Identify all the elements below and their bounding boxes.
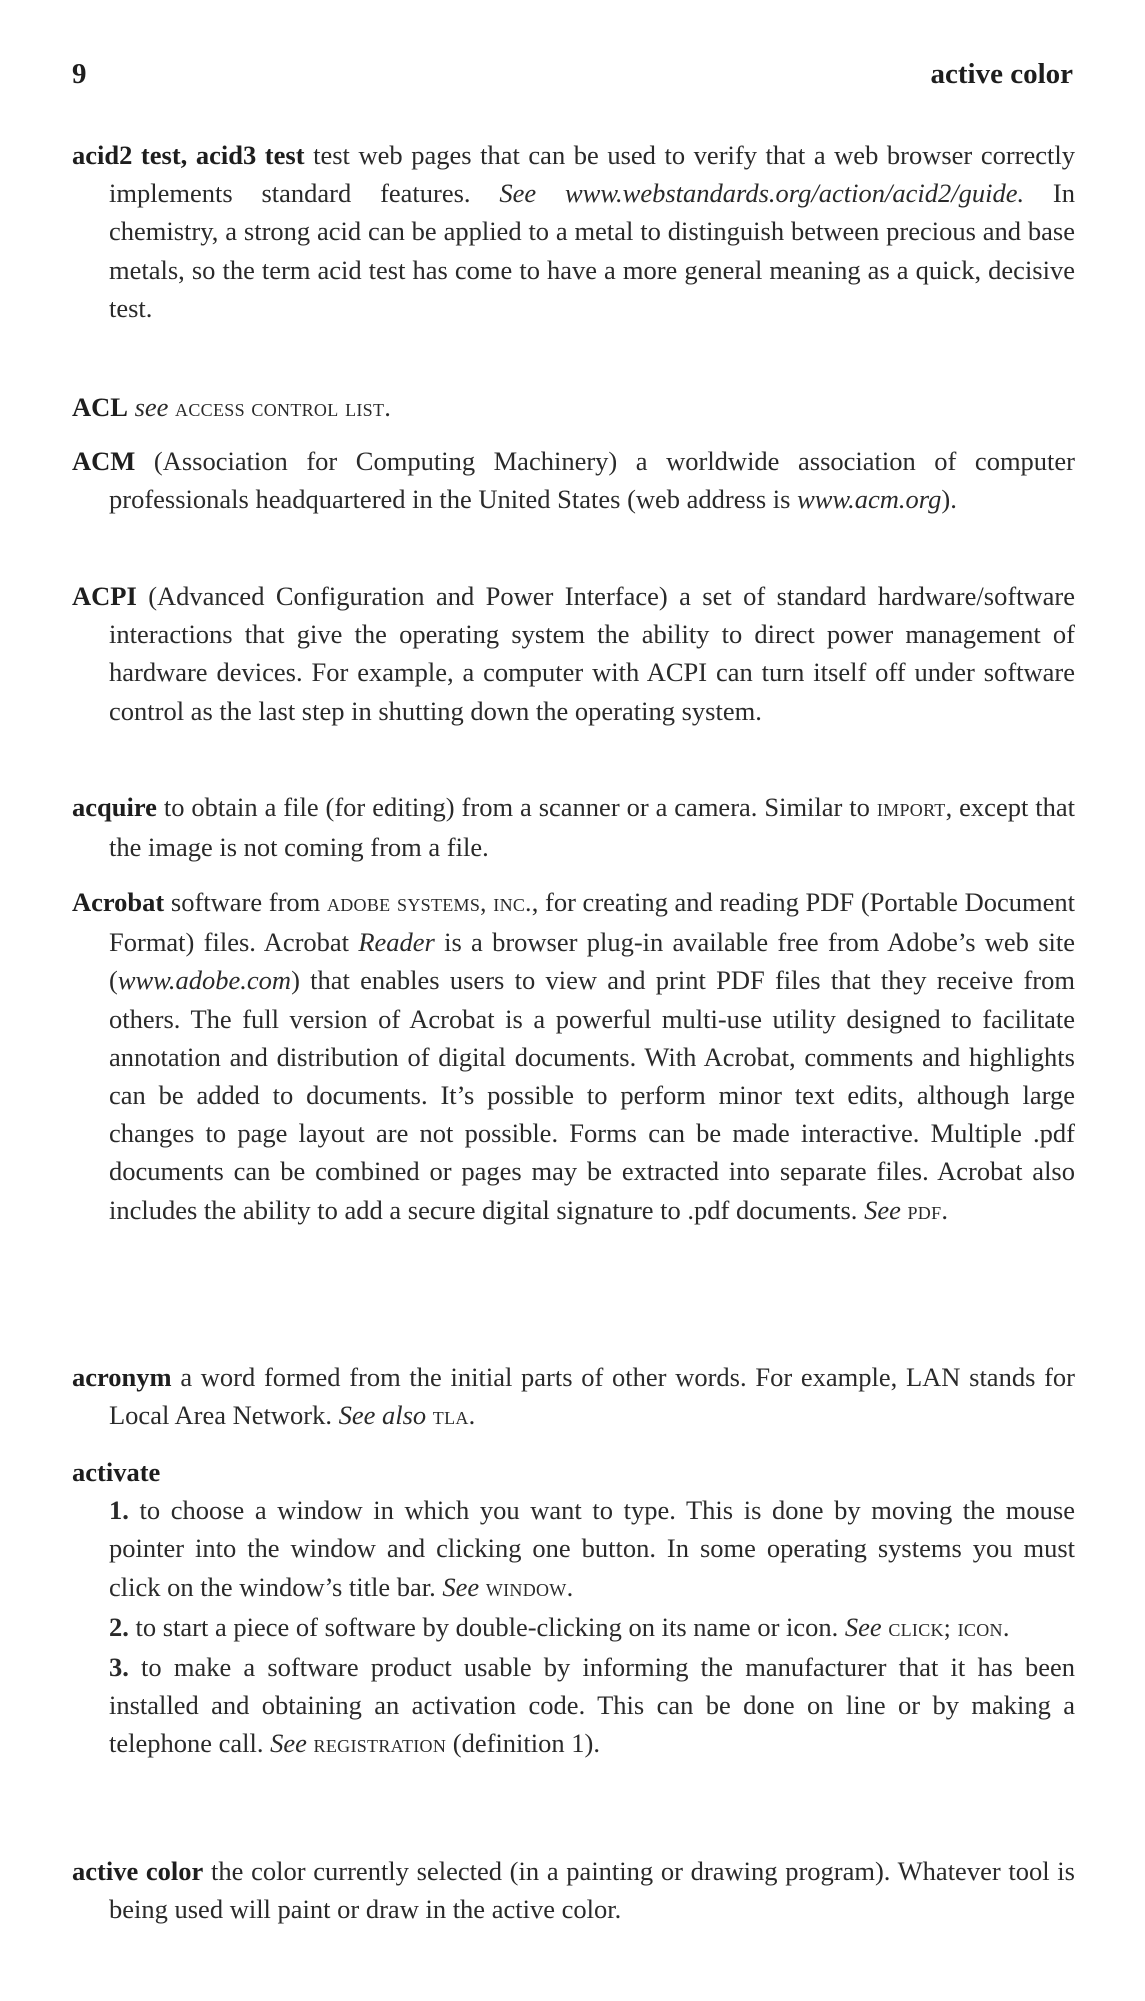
dictionary-entry: [72, 883, 1075, 1231]
headword: ACM: [72, 446, 136, 476]
italic-text: see: [134, 392, 169, 422]
italic-text: Reader: [358, 927, 435, 958]
definition-text: to choose a window in which you want to type. This is done by moving the mouse pointer into the window and clicking one button. In some operating systems you must click on the window’s title bar.: [109, 1495, 1075, 1602]
dictionary-entry: [72, 577, 1075, 730]
headword: acronym: [72, 1362, 172, 1392]
sense-definition: [109, 1608, 1075, 1648]
italic-text: See: [844, 1611, 882, 1642]
definition-text: .: [1002, 1611, 1010, 1642]
dictionary-entry: [72, 442, 1075, 518]
dictionary-entry: [72, 1453, 1075, 1765]
headword: ACL: [72, 392, 128, 422]
definition-text: [426, 1400, 433, 1430]
dictionary-entry: [72, 788, 1075, 866]
definition-text: [128, 392, 135, 422]
definition-text: test web pages that can be used to verify that a web browser correctly implements standard features.: [109, 140, 1075, 209]
definition-text: [307, 1728, 314, 1758]
running-head: active color: [930, 58, 1073, 90]
headword: active color: [72, 1856, 204, 1886]
italic-text: See www.webstandards.org/action/acid2/guide.: [499, 178, 1025, 209]
cross-reference: import: [876, 795, 946, 822]
cross-reference: pdf: [907, 1197, 942, 1225]
headword: activate: [72, 1457, 161, 1487]
definition-text: (Advanced Configuration and Power Interface) a set of standard hardware/software interactions that give the operating system the ability to direct power management of hardware devices. For example, a computer with ACPI can turn itself off under software control as the last step in shutting down the operating system.: [109, 581, 1075, 726]
definition-text: ).: [941, 484, 957, 515]
definition-text: software from: [164, 887, 327, 917]
cross-reference: registration: [313, 1731, 447, 1759]
italic-text: See: [442, 1571, 480, 1602]
dictionary-entry: [72, 1852, 1075, 1928]
cross-reference: adobe systems, inc.: [326, 890, 532, 917]
definition-text: to start a piece of software by double-clicking on its name or icon.: [128, 1611, 845, 1642]
cross-reference: window: [485, 1574, 567, 1602]
definition-text: is a browser plug-in available free from Adobe’s web site (: [109, 927, 1075, 996]
italic-text: www.acm.org: [797, 484, 942, 515]
definition-text: (Association for Computing Machinery) a worldwide association of computer professionals headquartered in the United States (web address is: [109, 446, 1075, 515]
cross-reference: tla: [432, 1403, 469, 1431]
dictionary-entry: [72, 136, 1075, 327]
headword: Acrobat: [72, 887, 165, 917]
definition-text: .: [566, 1571, 574, 1602]
sense-number: 3.: [109, 1652, 129, 1683]
definition-text: In chemistry, a strong acid can be applied to a metal to distinguish between precious and base metals, so the term acid test has come to have a more general meaning as a quick, decisive test.: [109, 178, 1075, 323]
definition-text: ) that enables users to view and print PDF files that they receive from others. The full version of Acrobat is a powerful multi-use utility designed to facilitate annotation and distribution of digital documents. With Acrobat, comments and highlights can be added to documents. It’s possible to perform minor text edits, although large changes to page layout are not possible. Forms can be made interactive. Multiple .pdf documents can be combined or pages may be extracted into separate files. Acrobat also includes the ability to add a secure digital signature to .pdf documents.: [109, 965, 1075, 1225]
cross-reference: access control list: [175, 395, 385, 422]
dictionary-entry: [72, 388, 1075, 428]
definition-text: .: [384, 392, 391, 422]
definition-text: , except that the image is not coming from a file.: [109, 792, 1076, 863]
definition-text: , for creating and reading PDF (Portable Document Format) files. Acrobat: [109, 887, 1075, 958]
sense-number: 2.: [109, 1611, 129, 1642]
cross-reference: click; icon: [888, 1614, 1003, 1642]
definition-text: .: [941, 1194, 949, 1225]
headword: acid2 test, acid3 test: [72, 140, 305, 170]
italic-text: See also: [338, 1400, 427, 1431]
headword: acquire: [72, 792, 157, 822]
definition-text: [479, 1572, 486, 1602]
dictionary-entry: [72, 1358, 1075, 1436]
sense-definition: [109, 1491, 1075, 1608]
italic-text: See: [270, 1728, 307, 1759]
italic-text: www.adobe.com: [117, 965, 292, 996]
definition-text: .: [468, 1400, 476, 1431]
definition-text: a word formed from the initial parts of other words. For example, LAN stands for Local Area Network.: [109, 1362, 1075, 1431]
sense-definition: [109, 1648, 1075, 1765]
italic-text: See: [864, 1194, 901, 1225]
definition-text: the color currently selected (in a painting or drawing program). Whatever tool is being used will paint or draw in the active color.: [109, 1856, 1075, 1925]
sense-number: 1.: [109, 1495, 129, 1526]
page-number: 9: [72, 58, 87, 90]
definition-text: (definition 1).: [446, 1728, 600, 1759]
headword: ACPI: [72, 581, 137, 611]
definition-text: to obtain a file (for editing) from a scanner or a camera. Similar to: [156, 792, 877, 822]
definition-text: to make a software product usable by informing the manufacturer that it has been installed and obtaining an activation code. This can be done on line or by making a telephone call.: [109, 1652, 1075, 1759]
